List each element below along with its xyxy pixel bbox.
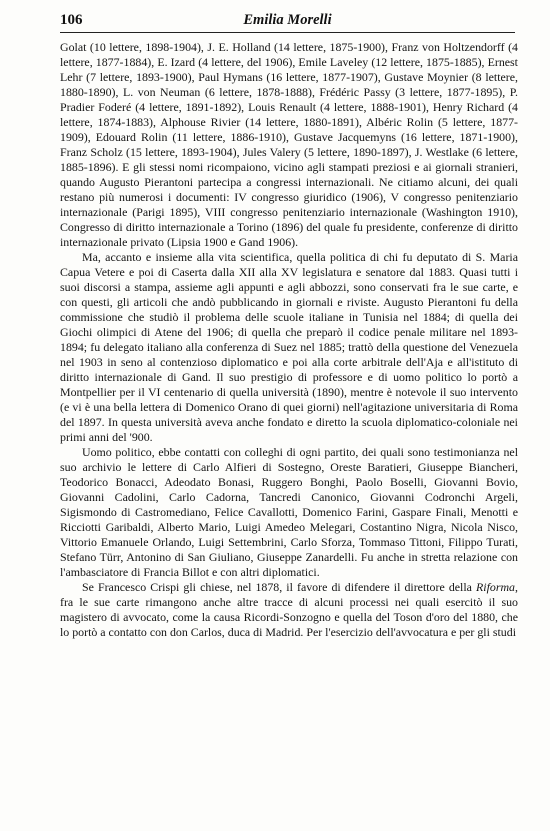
running-title: Emilia Morelli (243, 12, 332, 28)
newspaper-title: Riforma (476, 580, 516, 594)
page-number: 106 (60, 12, 83, 28)
paragraph-legal-cases (60, 580, 518, 640)
paragraph-correspondents: Golat (10 lettere, 1898-1904), J. E. Holland (14 lettere, 1875-1900), Franz von Holtzendorff (4 lettere, 1877-1884), E. Izard (4 lettere, del 1906), Emile Laveley (12 lettere, 1875-1885), Ernest Lehr (7 lettere, 1893-1900), Paul Hymans (16 lettere, 1877-1907), Gustave Moynier (8 lettere, 1880-1890), L. von Neuman (6 lettere, 1878-1888), Frédéric Passy (3 lettere, 1877-1895), P. Pradier Foderé (4 lettere, 1891-1892), Louis Renault (4 lettere, 1888-1901), Henry Richard (4 lettere, 1874-1883), Alphouse Rivier (14 lettere, 1880-1891), Albéric Rolin (5 lettere, 1877-1909), Edouard Rolin (11 lettere, 1886-1910), Gustave Jacquemyns (16 lettere, 1871-1900), Franz Scholz (15 lettere, 1893-1904), Jules Valery (5 lettere, 1890-1897), J. Westlake (6 lettere, 1885-1896). E gli stessi nomi ricompaiono, vicino agli stampati preziosi e ai giornali stranieri, quando Augusto Pierantoni partecipa a congressi internazionali. Ne citiamo alcuni, dei quali restano più numerosi i documenti: IV congresso giuridico (1906), V congresso penitenziario internazionale (Parigi 1895), VIII congresso penitenziario internazionale (Washington 1910), Congresso di diritto internazionale a Torino (1896) del quale fu presidente, conferenze di diritto internazionale privato (Lipsia 1900 e Gand 1906). (60, 40, 518, 249)
paragraph-legal-cases-lead: Se Francesco Crispi gli chiese, nel 1878, il favore di difendere il direttore della (82, 580, 477, 594)
paragraph-legal-cases-rest: , fra le sue carte rimangono anche altre tracce di alcuni processi nei quali esercitò il suo magistero di avvocato, come la causa Ricordi-Sonzogno e quella del Toson d'oro del 1880, che lo portò a contatto con don Carlos, duca di Madrid. Per l'esercizio dell'avvocatura e per gli studi (60, 580, 518, 639)
paragraph-political-contacts: Uomo politico, ebbe contatti con colleghi di ogni partito, dei quali sono testimonianza nel suo archivio le lettere di Carlo Alfieri di Sostegno, Oreste Baratieri, Giuseppe Biancheri, Teodorico Bonacci, Adeodato Bonasi, Ruggero Bonghi, Paolo Boselli, Giovanni Bovio, Giovanni Cadolini, Carlo Cadorna, Tancredi Canonico, Giovanni Codronchi Argeli, Sigismondo di Castromediano, Felice Cavallotti, Domenico Farini, Gaspare Finali, Menotti e Ricciotti Garibaldi, Alberto Mario, Luigi Amedeo Melegari, Costantino Nigra, Nicola Nisco, Vittorio Emanuele Orlando, Luigi Settembrini, Carlo Sforza, Tommaso Tittoni, Filippo Turati, Stefano Türr, Antonino di San Giuliano, Giuseppe Zanardelli. Fu anche in stretta relazione con l'ambasciatore di Francia Billot e con altri diplomatici. (60, 445, 518, 579)
body-text (60, 40, 518, 640)
running-header (60, 10, 515, 33)
paragraph-political-life: Ma, accanto e insieme alla vita scientifica, quella politica di chi fu deputato di S. Maria Capua Vetere e poi di Caserta dalla XII alla XV legislatura e senatore dal 1883. Quasi tutti i suoi discorsi a stampa, assieme agli appunti e agli abbozzi, sono conservati fra le sue carte, e con questi, gli articoli che andò pubblicando in giornali e riviste. Augusto Pierantoni fu della commissione che studiò il problema delle scuole italiane in Tunisia nel 1884; di quella dei Giochi olimpici di Atene del 1906; di quella che preparò il codice penale militare nel 1893-1894; fu delegato italiano alla conferenza di Suez nel 1885; trattò della questione del Venezuela nel 1903 in seno al contenzioso diplomatico e poi alla corte arbitrale dell'Aja e all'istituto di diritto internazionale di Gand. Il suo prestigio di professore e di uomo politico lo portò a Montpellier per il VI centenario di quella università (1890), mentre è notevole il suo intervento (e vi è una bella lettera di Domenico Orano di quei giorni) nell'agitazione universitaria di Roma del 1897. In questa università aveva anche fondato e diretto la scuola diplomatico-coloniale nei primi anni del '900. (60, 250, 518, 444)
